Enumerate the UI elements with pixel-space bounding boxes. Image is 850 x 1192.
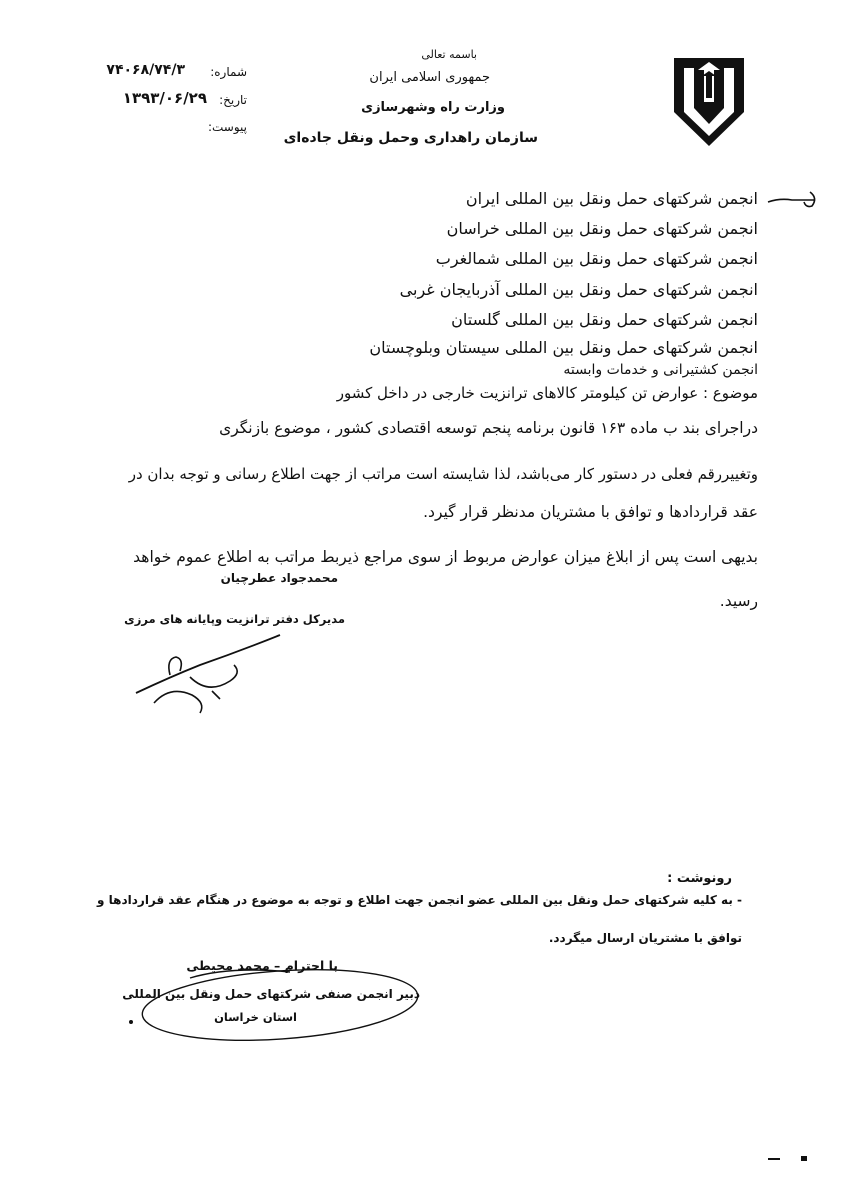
organization-name: سازمان راهداری وحمل ونقل جاده‌ای — [283, 130, 538, 146]
recipient-2: انجمن شرکتهای حمل ونقل بین المللی خراسان — [446, 219, 758, 238]
cc-line-1: - به کلیه شرکتهای حمل ونقل بین المللی عضو انجمن جهت اطلاع و توجه به موضوع در هنگام عقد قراردادها و — [97, 893, 742, 907]
bottom-mark — [768, 1158, 780, 1160]
number-label: شماره: — [210, 65, 247, 79]
recipient-1: انجمن شرکتهای حمل ونقل بین المللی ایران — [465, 189, 758, 208]
stray-dot — [129, 1020, 133, 1024]
subject-line: موضوع : عوارض تن کیلومتر کالاهای ترانزیت خارجی در داخل کشور — [336, 384, 758, 402]
signature-mark — [130, 625, 290, 720]
body-line-2: وتغییررقم فعلی در دستور کار می‌باشد، لذا شایسته است مراتب از جهت اطلاع رسانی و توجه بدان در — [128, 465, 758, 483]
recipient-4: انجمن شرکتهای حمل ونقل بین المللی آذربایجان غربی — [399, 280, 758, 299]
recipient-6: انجمن شرکتهای حمل ونقل بین المللی سیستان وبلوچستان — [369, 338, 758, 357]
cc-regards: با احترام – محمد محیطی — [186, 958, 338, 973]
signatory-name: محمدجواد عطرچیان — [220, 571, 338, 585]
date-value: ۱۳۹۳/۰۶/۲۹ — [122, 89, 207, 107]
country-name: جمهوری اسلامی ایران — [369, 70, 490, 85]
body-line-5: رسید. — [719, 592, 758, 610]
body-line-4: بدیهی است پس از ابلاغ میزان عوارض مربوط از سوی مراجع ذیربط مراتب به اطلاع عموم خواهد — [133, 548, 758, 566]
signatory-title: مدیرکل دفتر ترانزیت وپایانه های مرزی — [124, 612, 345, 626]
number-value: ۷۴۰۶۸/۷۴/۳ — [106, 62, 185, 78]
sender-signature-oval — [130, 960, 440, 1050]
ministry-logo-icon — [668, 50, 750, 150]
ministry-name: وزارت راه وشهرسازی — [361, 100, 505, 115]
margin-handwriting-mark — [766, 188, 822, 210]
cc-line-2: توافق با مشتریان ارسال میگردد. — [548, 931, 742, 945]
body-line-3: عقد قراردادها و توافق با مشتریان مدنظر قرار گیرد. — [423, 503, 758, 521]
recipient-3: انجمن شرکتهای حمل ونقل بین المللی شمالغرب — [435, 249, 758, 268]
recipient-5: انجمن شرکتهای حمل ونقل بین المللی گلستان — [451, 310, 758, 329]
invocation-text: باسمه تعالی — [421, 48, 477, 61]
cc-sender-region: استان خراسان — [214, 1010, 297, 1024]
body-line-1: دراجرای بند ب ماده ۱۶۳ قانون برنامه پنجم توسعه اقتصادی کشور ، موضوع بازنگری — [219, 419, 758, 437]
recipient-7: انجمن کشتیرانی و خدمات وابسته — [563, 362, 758, 378]
cc-heading: رونوشت : — [667, 871, 732, 886]
attachment-label: پیوست: — [207, 120, 247, 134]
bottom-mark-2 — [801, 1156, 807, 1161]
cc-sender-title: دبیر انجمن صنفی شرکتهای حمل ونقل بین المللی — [122, 987, 420, 1001]
date-label: تاریخ: — [219, 93, 247, 107]
